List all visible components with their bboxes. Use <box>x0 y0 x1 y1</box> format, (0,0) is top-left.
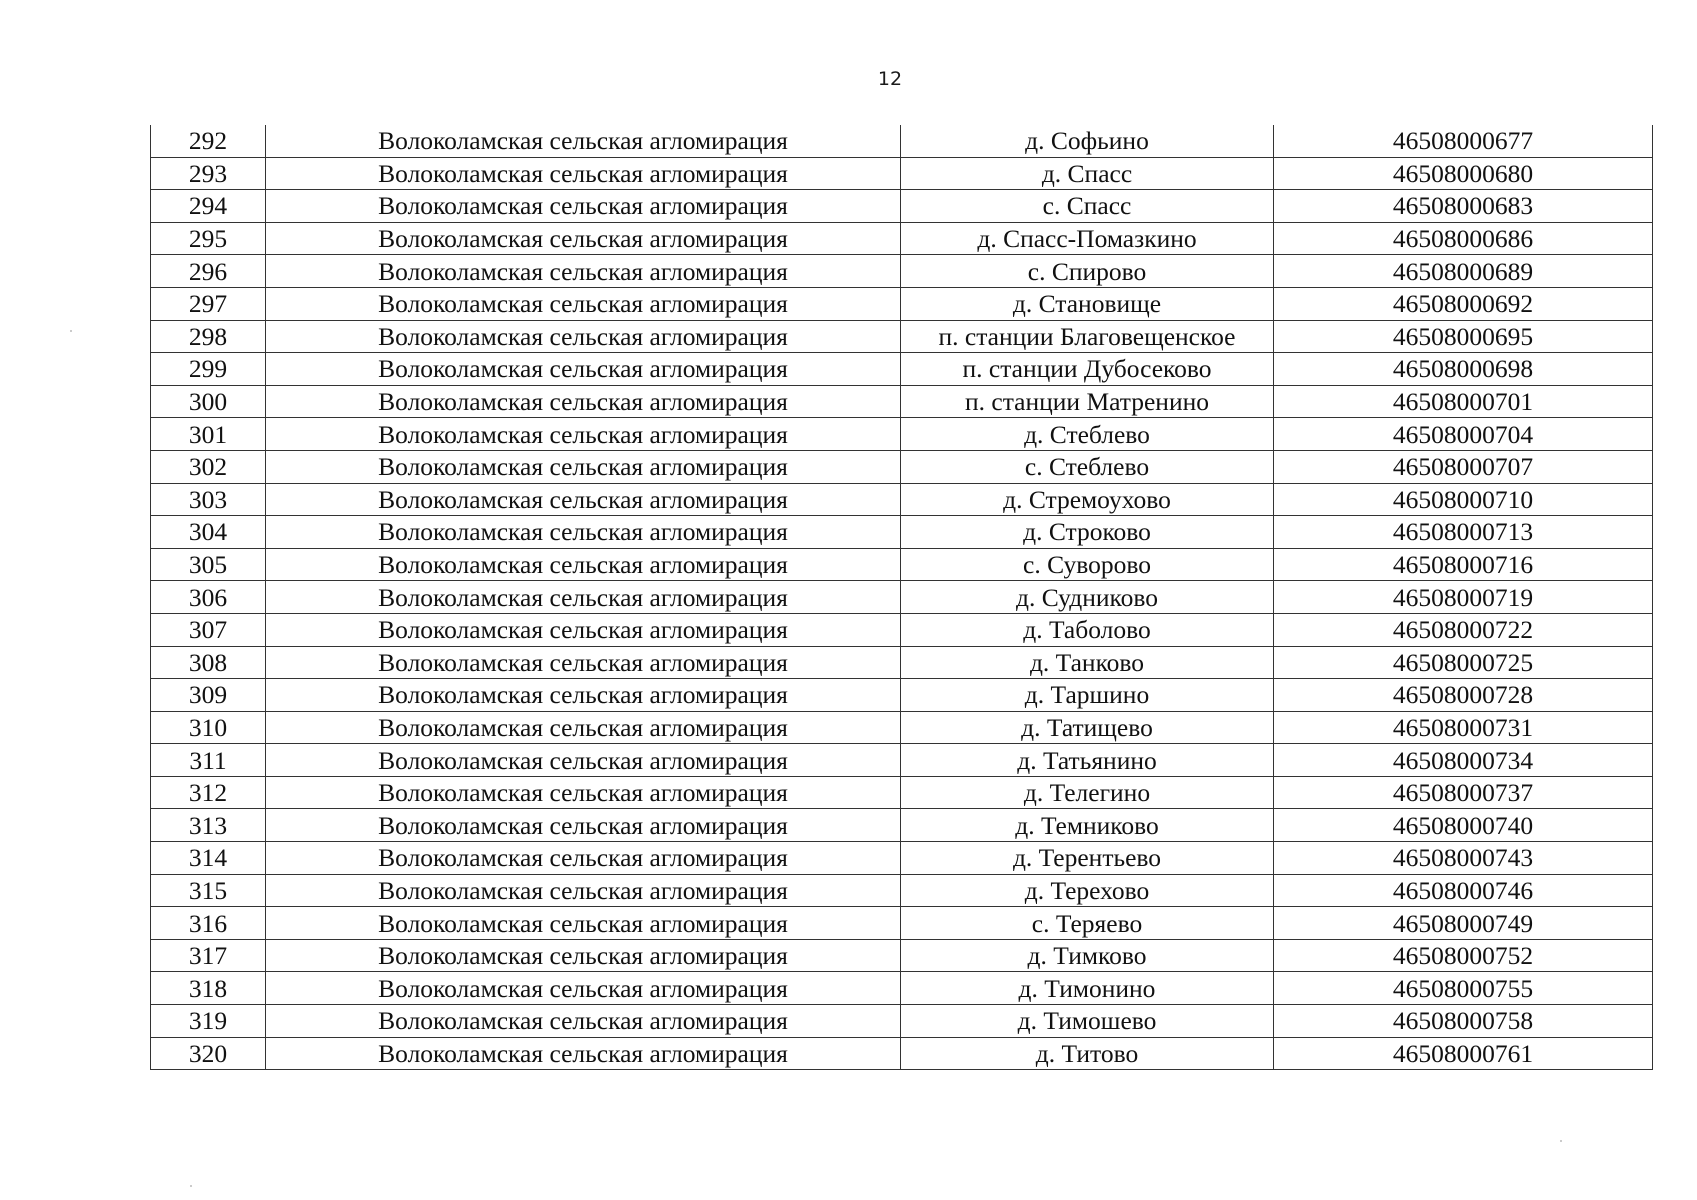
scan-speck <box>70 330 72 332</box>
cell-oktmo-code: 46508000728 <box>1274 679 1653 712</box>
cell-agglomeration: Волоколамская сельская агломирация <box>266 516 901 549</box>
table-row <box>151 190 1653 223</box>
cell-agglomeration: Волоколамская сельская агломирация <box>266 548 901 581</box>
cell-number: 304 <box>151 516 266 549</box>
cell-oktmo-code: 46508000722 <box>1274 613 1653 646</box>
table-row <box>151 287 1653 320</box>
table-row <box>151 418 1653 451</box>
cell-agglomeration: Волоколамская сельская агломирация <box>266 255 901 288</box>
cell-agglomeration: Волоколамская сельская агломирация <box>266 1037 901 1070</box>
cell-agglomeration: Волоколамская сельская агломирация <box>266 744 901 777</box>
cell-oktmo-code: 46508000740 <box>1274 809 1653 842</box>
cell-locality: д. Таболово <box>901 613 1274 646</box>
cell-oktmo-code: 46508000719 <box>1274 581 1653 614</box>
cell-locality: с. Суворово <box>901 548 1274 581</box>
cell-number: 310 <box>151 711 266 744</box>
cell-locality: д. Спасс-Помазкино <box>901 222 1274 255</box>
page-number: 12 <box>877 68 903 90</box>
table-row <box>151 450 1653 483</box>
cell-locality: с. Теряево <box>901 907 1274 940</box>
table-row <box>151 809 1653 842</box>
cell-number: 318 <box>151 972 266 1005</box>
cell-oktmo-code: 46508000752 <box>1274 939 1653 972</box>
cell-oktmo-code: 46508000758 <box>1274 1005 1653 1038</box>
cell-agglomeration: Волоколамская сельская агломирация <box>266 613 901 646</box>
cell-locality: д. Судниково <box>901 581 1274 614</box>
cell-number: 302 <box>151 450 266 483</box>
cell-number: 308 <box>151 646 266 679</box>
table-row <box>151 776 1653 809</box>
table-body <box>151 125 1653 1070</box>
cell-oktmo-code: 46508000692 <box>1274 287 1653 320</box>
cell-number: 303 <box>151 483 266 516</box>
table-row <box>151 516 1653 549</box>
cell-locality: д. Терентьево <box>901 842 1274 875</box>
cell-oktmo-code: 46508000686 <box>1274 222 1653 255</box>
table-row <box>151 711 1653 744</box>
table-row <box>151 907 1653 940</box>
cell-locality: д. Татьянино <box>901 744 1274 777</box>
cell-locality: д. Темниково <box>901 809 1274 842</box>
cell-oktmo-code: 46508000704 <box>1274 418 1653 451</box>
cell-oktmo-code: 46508000689 <box>1274 255 1653 288</box>
cell-oktmo-code: 46508000698 <box>1274 353 1653 386</box>
scan-speck <box>190 1185 192 1187</box>
cell-agglomeration: Волоколамская сельская агломирация <box>266 679 901 712</box>
cell-agglomeration: Волоколамская сельская агломирация <box>266 776 901 809</box>
cell-agglomeration: Волоколамская сельская агломирация <box>266 418 901 451</box>
cell-locality: д. Софьино <box>901 125 1274 157</box>
cell-number: 315 <box>151 874 266 907</box>
cell-number: 311 <box>151 744 266 777</box>
cell-locality: д. Тимково <box>901 939 1274 972</box>
cell-number: 312 <box>151 776 266 809</box>
cell-agglomeration: Волоколамская сельская агломирация <box>266 907 901 940</box>
table-row <box>151 646 1653 679</box>
cell-locality: д. Телегино <box>901 776 1274 809</box>
cell-locality: д. Танково <box>901 646 1274 679</box>
cell-number: 296 <box>151 255 266 288</box>
cell-oktmo-code: 46508000725 <box>1274 646 1653 679</box>
cell-oktmo-code: 46508000710 <box>1274 483 1653 516</box>
cell-locality: д. Таршино <box>901 679 1274 712</box>
cell-number: 292 <box>151 125 266 157</box>
cell-agglomeration: Волоколамская сельская агломирация <box>266 646 901 679</box>
cell-locality: п. станции Матренино <box>901 385 1274 418</box>
cell-number: 305 <box>151 548 266 581</box>
table-row <box>151 1037 1653 1070</box>
cell-locality: д. Титово <box>901 1037 1274 1070</box>
cell-agglomeration: Волоколамская сельская агломирация <box>266 385 901 418</box>
cell-agglomeration: Волоколамская сельская агломирация <box>266 353 901 386</box>
cell-locality: д. Стеблево <box>901 418 1274 451</box>
cell-number: 299 <box>151 353 266 386</box>
table-row <box>151 842 1653 875</box>
table-row <box>151 744 1653 777</box>
cell-number: 319 <box>151 1005 266 1038</box>
cell-oktmo-code: 46508000713 <box>1274 516 1653 549</box>
cell-agglomeration: Волоколамская сельская агломирация <box>266 939 901 972</box>
cell-number: 298 <box>151 320 266 353</box>
cell-oktmo-code: 46508000707 <box>1274 450 1653 483</box>
cell-locality: с. Стеблево <box>901 450 1274 483</box>
table-row <box>151 353 1653 386</box>
cell-number: 309 <box>151 679 266 712</box>
cell-agglomeration: Волоколамская сельская агломирация <box>266 711 901 744</box>
table-row <box>151 157 1653 190</box>
cell-locality: с. Спирово <box>901 255 1274 288</box>
table-row <box>151 320 1653 353</box>
cell-number: 295 <box>151 222 266 255</box>
table-row <box>151 613 1653 646</box>
cell-agglomeration: Волоколамская сельская агломирация <box>266 157 901 190</box>
cell-oktmo-code: 46508000677 <box>1274 125 1653 157</box>
table-row <box>151 679 1653 712</box>
cell-agglomeration: Волоколамская сельская агломирация <box>266 483 901 516</box>
cell-agglomeration: Волоколамская сельская агломирация <box>266 581 901 614</box>
table-row <box>151 548 1653 581</box>
cell-agglomeration: Волоколамская сельская агломирация <box>266 842 901 875</box>
cell-locality: п. станции Дубосеково <box>901 353 1274 386</box>
cell-number: 313 <box>151 809 266 842</box>
table-row <box>151 222 1653 255</box>
table-row <box>151 385 1653 418</box>
cell-oktmo-code: 46508000683 <box>1274 190 1653 223</box>
scan-speck <box>1560 1140 1562 1142</box>
cell-agglomeration: Волоколамская сельская агломирация <box>266 190 901 223</box>
cell-oktmo-code: 46508000737 <box>1274 776 1653 809</box>
table-row <box>151 125 1653 157</box>
cell-oktmo-code: 46508000761 <box>1274 1037 1653 1070</box>
cell-number: 320 <box>151 1037 266 1070</box>
settlements-table <box>150 125 1653 1070</box>
table-row <box>151 483 1653 516</box>
cell-locality: д. Строково <box>901 516 1274 549</box>
cell-agglomeration: Волоколамская сельская агломирация <box>266 874 901 907</box>
cell-number: 307 <box>151 613 266 646</box>
cell-locality: п. станции Благовещенское <box>901 320 1274 353</box>
cell-number: 317 <box>151 939 266 972</box>
cell-locality: д. Татищево <box>901 711 1274 744</box>
cell-agglomeration: Волоколамская сельская агломирация <box>266 222 901 255</box>
cell-agglomeration: Волоколамская сельская агломирация <box>266 972 901 1005</box>
cell-agglomeration: Волоколамская сельская агломирация <box>266 450 901 483</box>
cell-locality: д. Тимонино <box>901 972 1274 1005</box>
table-row <box>151 581 1653 614</box>
table-row <box>151 255 1653 288</box>
cell-locality: д. Терехово <box>901 874 1274 907</box>
cell-agglomeration: Волоколамская сельская агломирация <box>266 125 901 157</box>
cell-number: 297 <box>151 287 266 320</box>
cell-oktmo-code: 46508000755 <box>1274 972 1653 1005</box>
cell-locality: д. Стремоухово <box>901 483 1274 516</box>
table-row <box>151 874 1653 907</box>
table-row <box>151 939 1653 972</box>
cell-locality: д. Спасс <box>901 157 1274 190</box>
cell-agglomeration: Волоколамская сельская агломирация <box>266 1005 901 1038</box>
cell-locality: д. Становище <box>901 287 1274 320</box>
cell-number: 314 <box>151 842 266 875</box>
cell-number: 316 <box>151 907 266 940</box>
cell-oktmo-code: 46508000731 <box>1274 711 1653 744</box>
cell-number: 301 <box>151 418 266 451</box>
cell-oktmo-code: 46508000734 <box>1274 744 1653 777</box>
cell-oktmo-code: 46508000749 <box>1274 907 1653 940</box>
cell-oktmo-code: 46508000701 <box>1274 385 1653 418</box>
cell-oktmo-code: 46508000680 <box>1274 157 1653 190</box>
cell-number: 300 <box>151 385 266 418</box>
cell-oktmo-code: 46508000746 <box>1274 874 1653 907</box>
cell-agglomeration: Волоколамская сельская агломирация <box>266 320 901 353</box>
cell-number: 306 <box>151 581 266 614</box>
cell-agglomeration: Волоколамская сельская агломирация <box>266 809 901 842</box>
cell-agglomeration: Волоколамская сельская агломирация <box>266 287 901 320</box>
cell-locality: с. Спасс <box>901 190 1274 223</box>
table-row <box>151 972 1653 1005</box>
cell-oktmo-code: 46508000743 <box>1274 842 1653 875</box>
cell-number: 293 <box>151 157 266 190</box>
table-row <box>151 1005 1653 1038</box>
cell-number: 294 <box>151 190 266 223</box>
cell-oktmo-code: 46508000716 <box>1274 548 1653 581</box>
cell-locality: д. Тимошево <box>901 1005 1274 1038</box>
cell-oktmo-code: 46508000695 <box>1274 320 1653 353</box>
